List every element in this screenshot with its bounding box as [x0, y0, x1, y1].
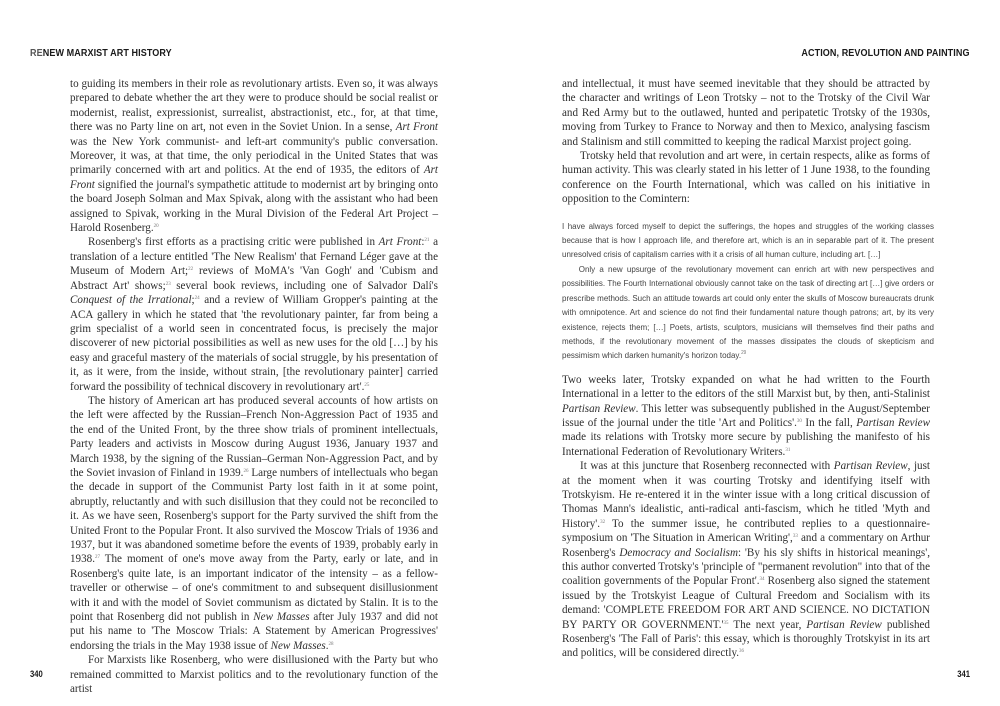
footnote-ref: 23 — [165, 281, 171, 287]
paragraph: to guiding its members in their role as revolutionary artists. Even so, it was always prepared to debate whether the art they were to produce should be social realist or modernist, realist, expressionist, surrealist, abstractionist, etc., for, at that time, there was no Party line on art, not even in the Soviet Union. In a sense, Art Front was the New York communist- and left-art community's public conversation. Moreover, it was, at that time, the only periodical in the United States that was primarily concerned with art and politics. At the end of 1935, the editors of Art Front signified the journal's sympathetic attitude to modernist art by bringing onto the board Joseph Solman and Max Spivak, along with the assistant who had been assigned to Spivak, working in the Mural Division of the Federal Art Project – Harold Rosenberg.$^{20}$ — [70, 78, 438, 235]
footnote-ref: 26 — [243, 468, 249, 474]
footnote-ref: 36 — [739, 649, 745, 655]
footnote-ref: 28 — [328, 641, 334, 647]
footnote-ref: 20 — [153, 224, 159, 230]
footnote-ref: 33 — [792, 534, 798, 540]
footnote-ref: 31 — [785, 447, 791, 453]
quote-paragraph: Only a new upsurge of the revolutionary movement can enrich art with new perspectives and possibilities. The Fourth International obviously cannot take on the task of directing art […] give orders or prescribe methods. Such an attitude towards art could only enter the skulls of Moscow bureaucrats drunk with omnipotence. Art and science do not find their fundamental nature though patrons; art, by its very existence, rejects them; […] Poets, artists, sculptors, musicians will themselves find their paths and methods, if the revolutionary movement of the masses dissipates the clouds of skepticism and pessimism which darken humanity's horizon today.$^{29}$ — [562, 263, 934, 361]
footnote-ref: 34 — [759, 577, 765, 583]
page-number-right: 341 — [957, 669, 970, 679]
paragraph: It was at this juncture that Rosenberg reconnected with Partisan Review, just at the moment when it was courting Trotsky and identifying itself with Trotskyism. He re-entered it in the winter issue with a long critical discussion of Thomas Mann's idealistic, anti-radical anti-fascism, which he titled 'Myth and History'.$^{32}$ To the summer issue, he contributed replies to a questionnaire-symposium on 'The Situation in American Writing',$^{33}$ and a commentary on Arthur Rosenberg's Democracy and Socialism: 'By his sly shifts in historical meanings', this author converted Trotsky's 'principle of "permanent revolution" into that of the coalition governments of the Popular Front'.$^{34}$ Rosenberg also signed the statement issued by the Trotskyist League of Cultural Freedom and Socialism with its demand: 'COMPLETE FREEDOM FOR ART AND SCIENCE. NO DICTATION BY PARTY OR $GOVERNMENT.'^{35}$ The next year, Partisan Review published Rosenberg's 'The Fall of Paris': this essay, which is thoroughly Trotskyist in its art and politics, will be considered directly.$^{36}$ — [562, 460, 931, 660]
page-number-left: 340 — [30, 669, 43, 679]
running-head-right: ACTION, REVOLUTION AND PAINTING — [801, 47, 970, 59]
footnote-ref: 27 — [94, 555, 100, 561]
footnote-ref: 29 — [741, 350, 747, 357]
running-head-left: RENEW MARXIST ART HISTORY — [30, 47, 172, 59]
quote-paragraph: I have always forced myself to depict the sufferings, the hopes and struggles of the working classes because that is how I approach life, and therefore art, which is an in separable part of it. The present unresolved crisis of capitalism carries with it a crisis of all human culture, including art. […] — [562, 220, 934, 260]
footnote-ref: 35 — [723, 620, 729, 626]
paragraph: Rosenberg's first efforts as a practising critic were published in Art Front:$^{21}$ a translation of a lecture entitled 'The New Realism' that Fernand Léger gave at the Museum of Modern Art;$^{22}$ reviews of MoMA's 'Van Gogh' and 'Cubism and Abstract Art' shows;$^{23}$ several book reviews, including one of Salvador Dalí's Conquest of the Irrational;$^{24}$ and a review of William Gropper's painting at the ACA gallery in which he stated that 'the revolutionary painter, far from being a grim specialist of a world seen in concentrated focus, is precisely the major discoverer of new pictorial possibilities as well as new uses for the old […] by his easy and graceful mastery of the materials of social struggle, by his presentation of it, as it were, from the inside, without strain, [the revolutionary painter] carried forward the possibility of technical discovery in revolutionary art'.$^{25}$ — [70, 236, 438, 393]
footnote-ref: 21 — [424, 238, 430, 244]
paragraph: and intellectual, it must have seemed inevitable that they should be attracted by the character and writings of Leon Trotsky – not to the Trotsky of the Civil War and Red Army but to the outlawed, hunted and peripatetic Trotsky of the 1930s, moving from Turkey to France to Norway and then to Mexico, analysing fascism and Stalinism and still committed to keeping the radical Marxist project going. — [562, 78, 930, 148]
footnote-ref: 24 — [194, 296, 200, 302]
footnote-ref: 32 — [600, 519, 606, 525]
footnote-ref: 22 — [188, 267, 194, 273]
paragraph: The history of American art has produced several accounts of how artists on the left were affected by the Russian–French Non-Aggression Pact of 1935 and the end of the United Front, by the three show trials of prominent intellectuals, Party leaders and activists in Moscow during August 1936, January 1937 and March 1938, by the signing of the Russian–German Non-Aggression Pact, and by the Soviet invasion of Finland in 1939.26 Large numbers of intellectuals who began the decade in support of the Communist Party lost faith in it at some point, abruptly, reluctantly and with such disillusion that they could not be reconciled to it. As we have seen, Rosenberg's support for the Party survived the shift from the United Front to the Popular Front. It also survived the Moscow Trials of 1936 and 1937, but it was abandoned sometime before the events of 1939, probably early in 1938.27 The moment of one's move away from the Party, early or late, and in Rosenberg's quite late, is an important indicator of the intensity – as a fellow-traveller or otherwise – of one's commitment to and subsequent disillusionment with it and with the model of Soviet communism as dictated by Stalin. It is to the point that Rosenberg did not publish in New Masses after July 1937 and did not put his name to 'The Moscow Trials: A Statement by American Progressives' endorsing the trials in the May 1938 issue of New Masses.$^{28}$ — [70, 394, 439, 652]
paragraph: For Marxists like Rosenberg, who were disillusioned with the Party but who remained committed to Marxist politics and to the revolutionary function of the artist — [70, 654, 438, 696]
left-body-text — [70, 77, 438, 696]
block-quote — [562, 219, 934, 363]
paragraph: Trotsky held that revolution and art were, in certain respects, alike as forms of human activity. This was clearly stated in his letter of 1 June 1938, to the founding conference on the Fourth International, which was called on his initiative in opposition to the Comintern: — [562, 150, 930, 206]
paragraph: Two weeks later, Trotsky expanded on what he had written to the Fourth International in a letter to the editors of the still Marxist but, by then, anti-Stalinist Partisan Review. This letter was subsequently published in the August/September issue of the journal under the title 'Art and Politics'.$^{30}$ In the fall, Partisan Review made its relations with Trotsky more secure by publishing the manifesto of his International Federation of Revolutionary Writers.$^{31}$ — [562, 373, 930, 458]
footnote-ref: 25 — [364, 382, 370, 388]
footnote-ref: 30 — [796, 418, 802, 424]
right-body-text — [562, 77, 934, 661]
right-page — [500, 0, 1000, 706]
